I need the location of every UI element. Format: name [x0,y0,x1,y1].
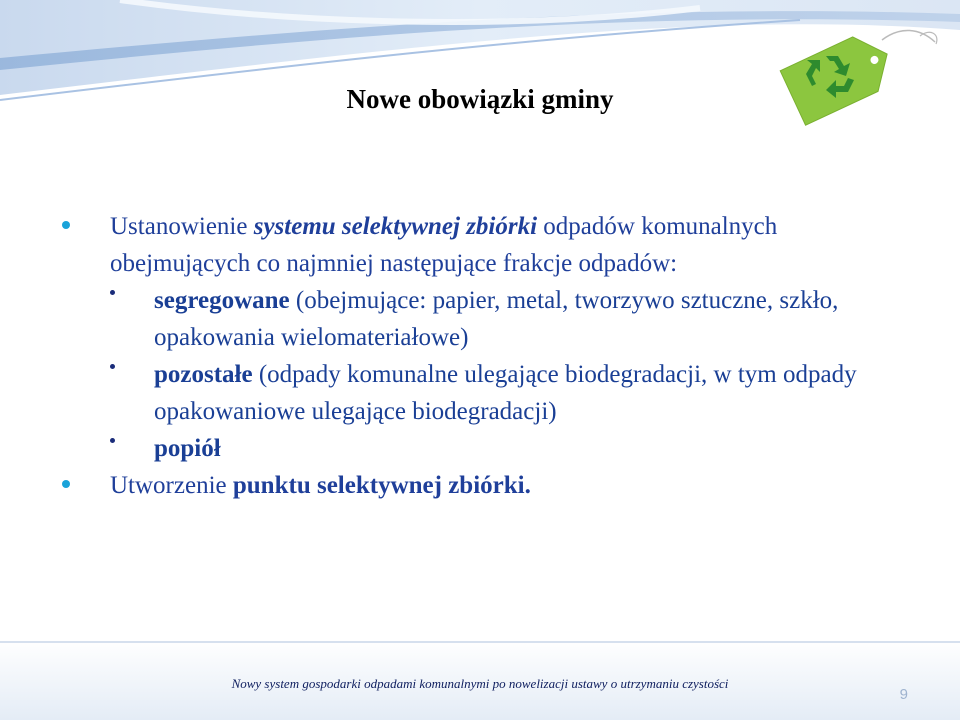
slide-title: Nowe obowiązki gminy [346,84,614,114]
bullet-icon [110,290,115,295]
footer-text: Nowy system gospodarki odpadami komunalnymi po nowelizacji ustawy o utrzymaniu czystości [231,676,729,691]
item-text: odpadów komunalnych obejmujących co najmniej następujące frakcje odpadów: [110,213,778,277]
sub-list-item [62,282,922,356]
item-emphasis: punktu selektywnej zbiórki. [232,472,531,499]
list-item [62,208,922,282]
item-text: (odpady komunalne ulegające biodegradacji, w tym odpady opakowaniowe ulegające biodegradacji) [154,361,857,425]
page-number: 9 [899,686,908,703]
item-text: (obejmujące: papier, metal, tworzywo sztuczne, szkło, opakowania wielomateriałowe) [154,287,839,351]
item-text: Ustanowienie [110,213,254,240]
recycle-tag [770,6,945,136]
item-emphasis: popiół [154,435,221,462]
item-text: Utworzenie [110,472,233,499]
sub-list-item [62,430,922,467]
list-item [62,467,922,504]
sub-list-item [62,356,922,430]
bullet-icon [62,221,70,229]
content-list [62,208,922,504]
bullet-icon [110,364,115,369]
item-emphasis: segregowane [154,287,290,314]
item-emphasis: pozostałe [154,361,253,388]
item-emphasis: systemu selektywnej zbiórki [253,213,538,240]
bullet-icon [110,438,115,443]
bullet-icon [62,480,70,488]
